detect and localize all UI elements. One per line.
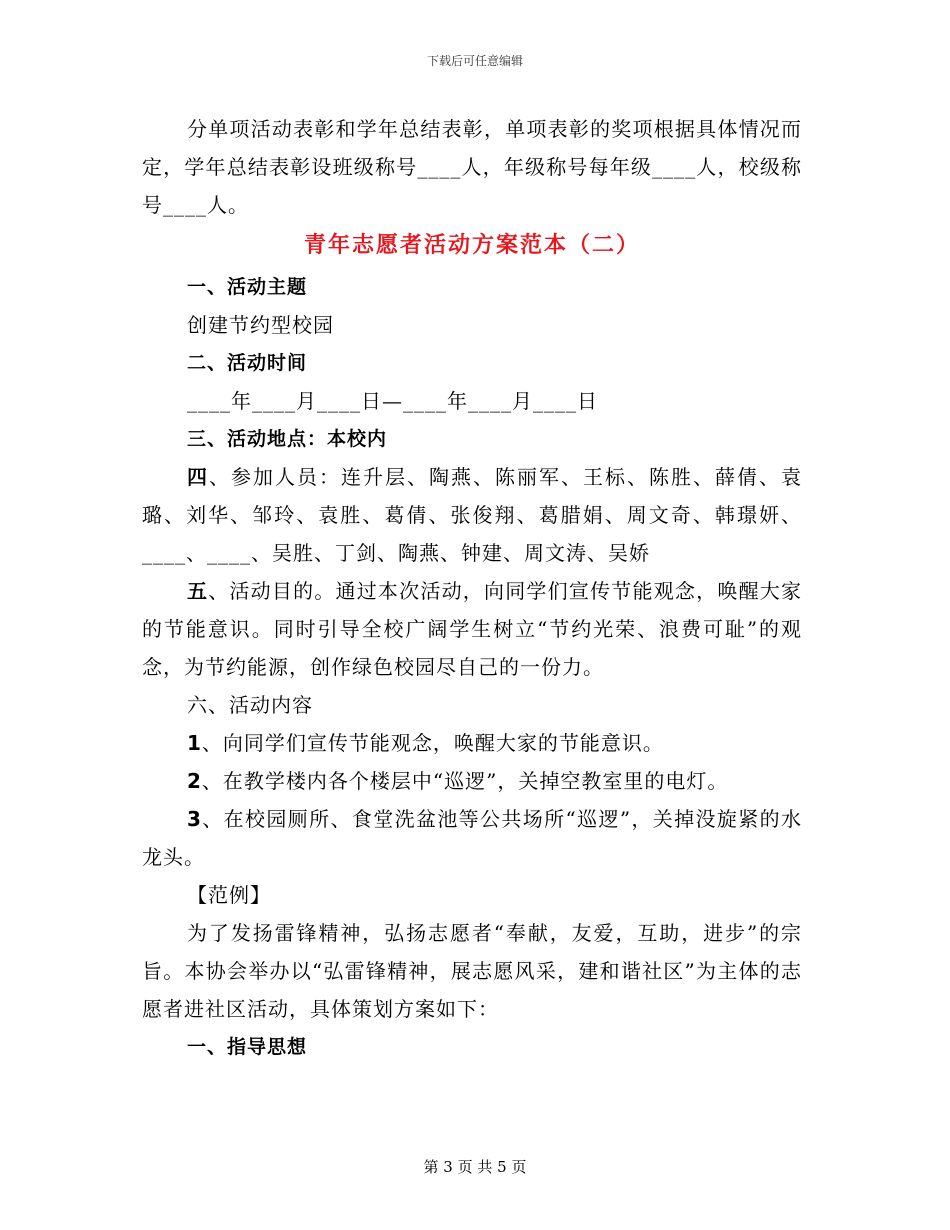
content-item-1-num: 1 bbox=[187, 731, 202, 755]
participants-paragraph bbox=[142, 458, 802, 572]
document-title: 青年志愿者活动方案范本（二） bbox=[303, 233, 640, 258]
document-body bbox=[142, 110, 802, 1066]
purpose-marker: 五 bbox=[187, 579, 209, 603]
header-note: 下载后可任意编辑 bbox=[426, 54, 523, 68]
participants-text: 、参加人员：连升层、陶燕、陈丽军、王标、陈胜、薛倩、袁璐、刘华、邹玲、袁胜、葛倩、张俊翔、葛腊娟、周文奇、韩璟妍、____、____、吴胜、丁剑、陶燕、钟建、周文涛、吴娇 bbox=[142, 465, 802, 565]
time-text: ____年____月____日—____年____月____日 bbox=[187, 389, 598, 413]
example-text: 为了发扬雷锋精神，弘扬志愿者“奉献，友爱，互助，进步”的宗旨。本协会举办以“弘雷锋精神，展志愿风采，建和谐社区”为主体的志愿者进社区活动，具体策划方案如下： bbox=[142, 921, 802, 1021]
intro-paragraph: 分单项活动表彰和学年总结表彰，单项表彰的奖项根据具体情况而定，学年总结表彰设班级称号____人，年级称号每年级____人，校级称号____人。 bbox=[142, 117, 802, 217]
content-heading: 六、活动内容 bbox=[187, 693, 313, 717]
example-label: 【范例】 bbox=[187, 883, 271, 907]
content-item-1 bbox=[142, 724, 802, 762]
content-item-1-text: 、向同学们宣传节能观念，唤醒大家的节能意识。 bbox=[201, 731, 664, 755]
content-item-2-num: 2 bbox=[187, 769, 202, 793]
guiding-heading: 一、指导思想 bbox=[187, 1036, 308, 1058]
content-item-3 bbox=[142, 800, 802, 876]
content-item-3-num: 3 bbox=[187, 807, 202, 831]
participants-marker: 四 bbox=[187, 465, 209, 489]
place-heading: 三、活动地点：本校内 bbox=[187, 428, 388, 450]
content-item-2-text: 、在教学楼内各个楼层中“巡逻”，关掉空教室里的电灯。 bbox=[201, 769, 729, 793]
content-item-2 bbox=[142, 762, 802, 800]
time-heading: 二、活动时间 bbox=[187, 352, 308, 374]
purpose-text: 、活动目的。通过本次活动，向同学们宣传节能观念，唤醒大家的节能意识。同时引导全校广阔学生树立“节约光荣、浪费可耻”的观念，为节约能源，创作绿色校园尽自己的一份力。 bbox=[142, 579, 803, 679]
theme-heading: 一、活动主题 bbox=[187, 276, 308, 298]
purpose-paragraph bbox=[142, 572, 802, 686]
content-item-3-text: 、在校园厕所、食堂洗盆池等公共场所“巡逻”，关掉没旋紧的水龙头。 bbox=[142, 807, 802, 869]
page-footer: 第 3 页 共 5 页 bbox=[423, 1158, 527, 1176]
theme-text: 创建节约型校园 bbox=[187, 313, 334, 337]
